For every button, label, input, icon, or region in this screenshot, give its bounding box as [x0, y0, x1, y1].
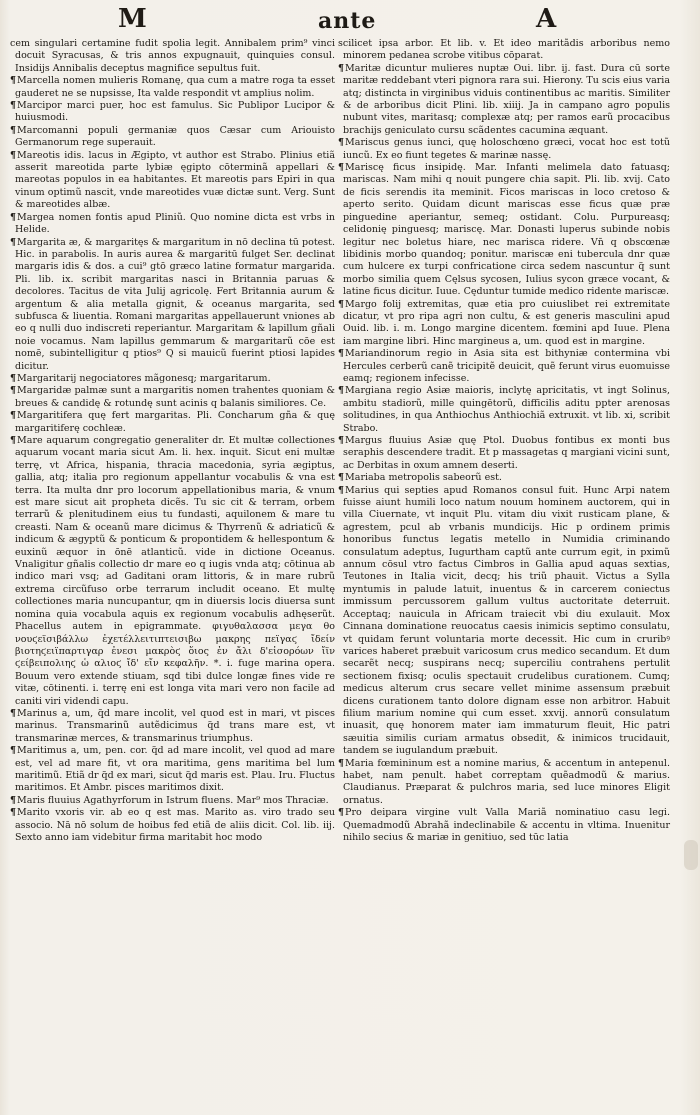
entry-text: scilicet ipsa arbor. Et lib. v. Et ideo maritãdis arboribus nemo minorem pedanea scrobe vitibus cōparat.	[338, 38, 670, 62]
entry-text: Margea nomen fontis apud Pliniũ. Quo nomine dicta est vrbs in Helide.	[15, 211, 335, 236]
paragraph-mark-icon: ¶	[10, 149, 17, 161]
paragraph-mark-icon: ¶	[10, 372, 17, 384]
paragraph-mark-icon: ¶	[10, 745, 17, 757]
dictionary-entry	[338, 63, 670, 137]
paragraph-mark-icon: ¶	[10, 435, 17, 446]
paragraph-mark-icon: ¶	[338, 62, 345, 74]
dictionary-entry	[10, 435, 335, 708]
dictionary-entry	[10, 410, 335, 435]
dictionary-entry	[10, 38, 335, 75]
paragraph-mark-icon: ¶	[338, 385, 345, 397]
paragraph-mark-icon: ¶	[10, 100, 17, 112]
entry-text: Marinus a, um, q̃d mare incolit, vel quod est in mari, vt pisces marinus. Transmarinũ autẽdicimus q̃d trans mare est, vt transmarinæ merces, & transmarinus triumphus.	[15, 707, 335, 744]
dictionary-entry	[338, 137, 670, 162]
paragraph-mark-icon: ¶	[338, 472, 345, 484]
entry-text: Mariaba metropolis sabeorũ est.	[345, 472, 502, 484]
right-column	[338, 38, 670, 844]
paragraph-mark-icon: ¶	[338, 435, 345, 446]
paragraph-mark-icon: ¶	[338, 137, 345, 149]
entry-text: Margiana regio Asiæ maioris, inclytę apricitatis, vt ingt Solinus, ambitu stadiorũ, mille quingētorũ, difficilis aditu ppter arenosas solitudines, in qua Anthiochus Anthiochiã extruxit. vt lib. xi, scribit Strabo.	[343, 385, 670, 434]
entry-text: Maritæ dicuntur mulieres nuptæ Oui. libr. ij. fast. Dura cū sorte maritæ reddebant vteri pignora rara sui. Hierony. Tu scis eius varia atq; distincta in virginibus viduis continentibus ac maritis. Similiter & de arboribus dicit Plini. lib. xiiij. Ja in campano agro populis nubunt vites, maritasq; complexæ atq; per ramos earũ procacibus brachijs geniculato cursu scãdentes cacumina æquant.	[343, 62, 670, 136]
dictionary-entry	[338, 485, 670, 758]
dictionary-entry	[10, 373, 335, 385]
paragraph-mark-icon: ¶	[10, 236, 17, 248]
dictionary-entry	[10, 237, 335, 373]
paragraph-mark-icon: ¶	[338, 484, 345, 496]
entry-text: Margaritifera quę fert margaritas. Pli. Concharum gña & quę margaritiferę cochleæ.	[15, 410, 335, 434]
dictionary-entry	[10, 745, 335, 795]
left-column	[10, 38, 335, 844]
running-head: ante	[318, 8, 377, 34]
entry-text: Maris fluuius Agathyrforum in Istrum fluens. Mar⁹ mos Thraciæ.	[17, 794, 329, 806]
paragraph-mark-icon: ¶	[10, 124, 17, 136]
entry-text: Marcomanni populi germaniæ quos Cæsar cum Ariouisto Germanorum rege superauit.	[15, 124, 335, 149]
header-right-letter: A	[536, 4, 557, 34]
entry-text: Margus fluuius Asiæ quę Ptol. Duobus fontibus ex monti bus seraphis descendere tradit. Et p massagetas q margiani vicini sunt, ac Derbitas in oxum amnem deserti.	[343, 435, 670, 471]
dictionary-entry	[338, 38, 670, 63]
entry-text: Margaritarij negociatores mãgonesq; margaritarum.	[17, 372, 271, 384]
dictionary-entry	[10, 807, 335, 844]
dictionary-entry	[338, 299, 670, 349]
entry-text: Maritimus a, um, pen. cor. q̃d ad mare incolit, vel quod ad mare est, vel ad mare fit, vt ora maritima, gens maritima bel lum maritimũ. Etiã dr q̃d ex mari, sicut q̃d maris est. Plau. Iru. Fluctus maritimos. Et Ambr. pisces maritimos dixit.	[15, 745, 335, 794]
entry-text: Mariscę ficus insipidę. Mar. Infanti melimela dato fatuasq; mariscas. Nam mihi q nouit pungere chia sapit. Pli. lib. xvij. Cato de ficis serendis ita meminit. Ficos mariscas in loco cretoso & aperto serito. Quidam dicunt mariscas esse ficus quæ præ pinguedine aperiantur, semeq; ostidant. Colu. Purpureasq; celidonię pinguesq; mariscę. Mar. Donasti luperus subinde nobis legitur nec boletus hiare, nec marisca ridere. Vn̄ q obscœnæ libidinis morbo quandoq; ponitur. mariscæ eni tubercula dnr quæ cum hulcere ex turpi confricatione circa sedem nascuntur q̃ sunt morbo similia quem Cęlsus sycosen, Iulius sycon græce vocant, & latine ficus dicitur. Iuue. Cęduntur tumide medico ridente mariscæ.	[343, 162, 670, 298]
entry-text: Margaridæ palmæ sunt a margaritis nomen trahentes quoniam & breues & candidę & rotundę sunt acinis q balanis similiores. Ce.	[15, 385, 335, 409]
header-left-letter: M	[118, 4, 147, 34]
entry-text: Pro deipara virgine vult Valla Mariã nominatiuo casu legi. Quemadmodũ Abrahã indeclinabile & accentu in vltima. Inuenitur nihilo secius & mariæ in genitiuo, sed tūc latia	[343, 807, 670, 843]
entry-text: Marius qui septies apud Romanos consul fuit. Hunc Arpi natem fuisse aiunt humili loco natum nouum hominem auctorem, qui in villa Ciuernate, vt inquit Plu. vitam diu vixit rusticam plane, & agrestem, pcul ab vrbanis mundicijs. Hic p ordinem primis honoribus functus legatis metello in Numidia criminando consulatum adeptus, Iugurtham captũ ante currum egit, in pximũ annum cōsul vtro factus Cimbros in Gallia apud aquas sextias, Teutones in Italia vicit, decq; his triũ phauit. Victus a Sylla myntumis in palude latuit, inuentus & in carcerem coniectus immissum percussorem gallum vultus auctoritate deterruit. Acceptaq; nauicula in Africam traiecit vbi diu exulauit. Mox Cinnana dominatione reuocatus caesis inimicis septimo consulatu, vt quidam ferunt voluntaria morte decessit. Hic cum in cruribꝰ varices haberet præbuit varicosum crus medico secandum. Et dum secarẽt necq; suspirans necq; superciliu contrahens pertulit sectionem fixisq; oculis spectauit crudelibus curationem. Cumq; medicus alterum crus secare vellet minime assensum præbuit dicens curationem tanto dolore dignam esse non arbitror. Habuit filium marium nomine qui cum esset. xxvij. annorũ consulatum inuasit, quę honorem mater iam immaturum fleuit, Hic patri sæuitia similis curiam armatus obsedit, & inimicos trucidauit, tandem se iugulandum præbuit.	[343, 484, 670, 757]
dictionary-entry	[338, 807, 670, 844]
paragraph-mark-icon: ¶	[338, 757, 345, 769]
dictionary-entry	[338, 162, 670, 298]
paragraph-mark-icon: ¶	[338, 807, 345, 819]
entry-text: Mariandinorum regio in Asia sita est bithyniæ contermina vbi Hercules cerberũ canẽ tricipitẽ deuicit, quẽ ferunt virus euomuisse eamq; regionem infecisse.	[343, 348, 670, 384]
dictionary-entry	[338, 435, 670, 472]
dictionary-entry	[10, 75, 335, 100]
dictionary-entry	[10, 385, 335, 410]
dictionary-entry	[10, 100, 335, 125]
entry-text: Mare aquarum congregatio generaliter dr. Et multæ collectiones aquarum vocant maria sicut Am. li. hex. inquit. Sicut eni multæ terrę, vt Africa, hispania, thracia macedonia, syria ægiptus, gallia, atq; italia pro regionum appellantur vocabulis & vna est terra. Ita multa dnr pro locorum appellationibus maria, & vnum est mare sicut ait propheta dicẽs. Tu sic cit & terram, orbem terrarũ & plenitudinem eius tu fundasti, aquilonem & mare tu creasti. Nam & oceanũ mare dicimus & Thyrrenũ & adriaticũ & indicum & ægyptũ & ponticum & propontidem & hellespontum & euxinũ æquor in ōnē atlanticũ. vide in dictione Oceanus. Vnaligitur gñalis collectio dr mare eo q iugis vnda atq; cōtinua ab indico mari vsq; ad Gaditani oram littoris, & in mare rubrũ extrema circũfuso orbe terrarum includit oceano. Et multę collectiones maria nuncupantur, qm in diuersis locis diuersa sunt nomina quia vocabula aquis ex regionum vocabulis adhęserũt. Phacellus autem in epigrammate. φιγυθαλασσα μεγα θο νουϛεϊσιβάλλω ἐχετέλλειτιπτεισιβω μακρης πεϊγαϛ ἴδείν βιοτηϛειϊπαρτιγαρ ἐνεσι μακρὸϛ ὅιος ἐν ἄλι δ'εἰσορόων ἴϊν ϛείβειπολιηϛ ὡ αλιοϛ ἴδ' εἴν κεφαλῆν. *. i. fuge marina opera. Bouum vero extende stiuam, sqd tibi dulce longæ fines vide re vitæ, cōtinenti. i. terrę eni est longa vita mari vero non facile ad caniti viri videndi capu.	[15, 435, 335, 707]
paragraph-mark-icon: ¶	[10, 794, 17, 806]
paragraph-mark-icon: ¶	[338, 298, 345, 310]
dictionary-entry	[338, 348, 670, 385]
entry-text: Marito vxoris vir. ab eo q est mas. Marito as. viro trado seu associo. Nā nō solum de hoibus fed etiã de aliis dicit. Col. lib. iij. Sexto anno iam videbitur firma maritabit hoc modo	[15, 807, 335, 843]
dictionary-entry	[10, 708, 335, 745]
paragraph-mark-icon: ¶	[10, 707, 17, 719]
dictionary-entry	[10, 212, 335, 237]
paragraph-mark-icon: ¶	[10, 385, 17, 397]
paragraph-mark-icon: ¶	[10, 75, 17, 87]
dictionary-entry	[10, 795, 335, 807]
dictionary-entry	[10, 125, 335, 150]
dictionary-entry	[338, 472, 670, 484]
entry-text: Mareotis idis. lacus in Ægipto, vt author est Strabo. Plinius etiã asserit mareotida parte lybiæ ęgipto cōterminã appellari & mareotas populos in ea habitantes. Et mareotis pars Epiri in qua vinum optimũ nascit, vnde mareotides vuæ dictæ sunt. Verg. Sunt & mareotides albæ.	[15, 149, 335, 211]
entry-text: Maria fœmininum est a nomine marius, & accentum in antepenul. habet, nam penult. habet correptam quẽadmodũ & marius. Claudianus. Præparat & pulchros maria, sed luce minores Eligit ornatus.	[343, 757, 670, 806]
paragraph-mark-icon: ¶	[338, 348, 345, 360]
paragraph-mark-icon: ¶	[338, 162, 345, 174]
entry-text: cem singulari certamine fudit spolia legit. Annibalem prim⁹ vinci docuit Syracusas, & tris annos expugnauit, quinquies consul. Insidijs Annibalis deceptus magnifice sepultus fuit.	[10, 38, 335, 74]
page-header	[0, 4, 700, 38]
paragraph-mark-icon: ¶	[10, 211, 17, 223]
entry-text: Margo folij extremitas, quæ etia pro cuiuslibet rei extremitate dicatur, vt pro ripa agri non cultu, & est generis masculini apud Ouid. lib. i. m. Longo margine dicentem. fœmini apd Iuue. Plena iam margine libri. Hinc margineus a, um. quod est in margine.	[343, 298, 670, 347]
dictionary-entry	[338, 758, 670, 808]
entry-text: Mariscus genus iunci, quę holoschœno græci, vocat hoc est totũ iuncũ. Ex eo fiunt tegetes & marinæ nassę.	[343, 137, 670, 161]
entry-text: Margarita æ, & margaritęs & margaritum in nō declina tū potest. Hic. in parabolis. In auris aurea & margaritū fulget Ser. declinat margaris idis & dos. a cui⁹ gtō græco latine formatur margarida. Pli. lib. ix. scribit margaritas nasci in Britannia paruas & decolores. Tacitus de vita Julij agricolę. Fert Britannia aurum & argentum & alia metalla gignit, & oceanus margarita, sed subfusca & liuentia. Romani margaritas appellauerunt vniones ab eo q nulli duo indiscreti reperiantur. Margaritam & lapillum gñali noie vocamus. Nam lapillus gemmarum & margaritarũ cōe est nomē, subintelligitur q ptios⁹ Q si mauicũ fuerint ptiosi lapides dicitur.	[15, 236, 335, 372]
dictionary-entry	[10, 150, 335, 212]
paper-stain	[684, 840, 698, 870]
paragraph-mark-icon: ¶	[10, 410, 17, 422]
entry-text: Marcella nomen mulieris Romanę, qua cum a matre roga ta esset gauderet ne se nupsisse, Ita valde respondit vt amplius nolim.	[15, 75, 335, 99]
dictionary-entry	[338, 385, 670, 435]
paragraph-mark-icon: ¶	[10, 807, 17, 819]
entry-text: Marcipor marci puer, hoc est famulus. Sic Publipor Lucipor & huiusmodi.	[15, 100, 335, 124]
